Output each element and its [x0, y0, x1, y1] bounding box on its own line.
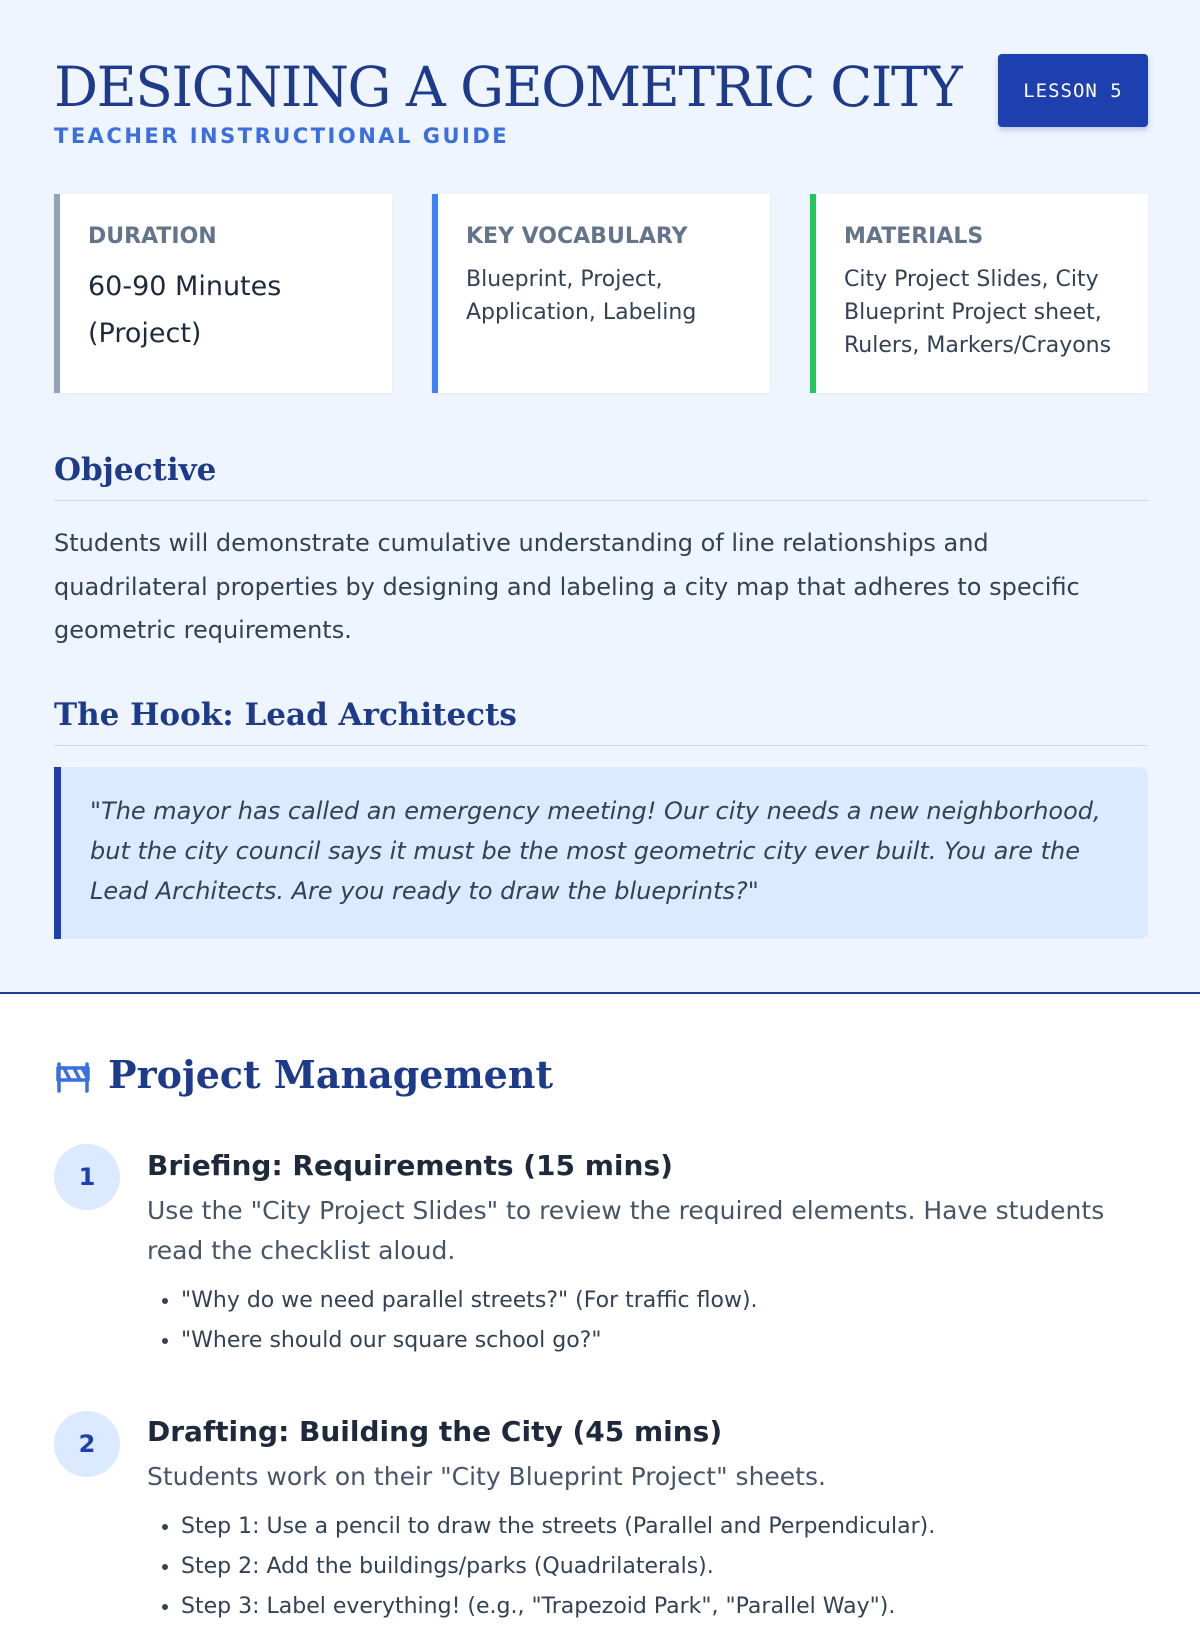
materials-card	[810, 194, 1148, 393]
objective-heading: Objective	[54, 452, 217, 488]
duration-label: DURATION	[88, 224, 217, 249]
info-cards	[54, 194, 1148, 393]
list-item: • "Where should our square school go?"	[181, 1321, 758, 1361]
hook-quote: "The mayor has called an emergency meeting! Our city needs a new neighborhood, but the city council says it must be the most geometric city ever built. You are the Lead Architects. Are you ready to draw the blueprints?"	[54, 767, 1148, 939]
list-item: • Step 2: Add the buildings/parks (Quadrilaterals).	[181, 1547, 935, 1587]
page-title: DESIGNING A GEOMETRIC CITY	[54, 55, 962, 119]
key-vocabulary-value: Blueprint, Project, Application, Labeling	[466, 267, 697, 325]
step-number: 2	[54, 1411, 120, 1477]
hook-divider	[54, 745, 1148, 746]
project-management-heading: Project Management	[108, 1052, 554, 1097]
road-barrier-icon	[54, 1060, 92, 1094]
step-bullets	[181, 1507, 935, 1627]
hook-heading: The Hook: Lead Architects	[54, 697, 517, 733]
page-subtitle: TEACHER INSTRUCTIONAL GUIDE	[54, 124, 510, 148]
materials-label: MATERIALS	[844, 224, 984, 249]
list-item: • Step 1: Use a pencil to draw the streets (Parallel and Perpendicular).	[181, 1507, 935, 1547]
key-vocabulary-card	[432, 194, 770, 393]
duration-value: 60-90 Minutes (Project)	[88, 271, 282, 349]
materials-value: City Project Slides, City Blueprint Project sheet, Rulers, Markers/Crayons	[844, 267, 1112, 358]
step-number: 1	[54, 1144, 120, 1210]
step-title: Briefing: Requirements (15 mins)	[147, 1149, 673, 1182]
step-description: Use the "City Project Slides" to review the required elements. Have students read the checklist aloud.	[147, 1196, 1105, 1265]
objective-text: Students will demonstrate cumulative understanding of line relationships and quadrilateral properties by designing and labeling a city map that adheres to specific geometric requirements.	[54, 529, 1080, 644]
lesson-badge: LESSON 5	[998, 54, 1148, 127]
step-title: Drafting: Building the City (45 mins)	[147, 1415, 723, 1448]
objective-divider	[54, 500, 1148, 501]
list-item: • Step 3: Label everything! (e.g., "Trapezoid Park", "Parallel Way").	[181, 1587, 935, 1627]
list-item: • "Why do we need parallel streets?" (For traffic flow).	[181, 1281, 758, 1321]
step-description: Students work on their "City Blueprint Project" sheets.	[147, 1462, 826, 1491]
step-bullets	[181, 1281, 758, 1361]
key-vocabulary-label: KEY VOCABULARY	[466, 224, 688, 249]
duration-card	[54, 194, 392, 393]
